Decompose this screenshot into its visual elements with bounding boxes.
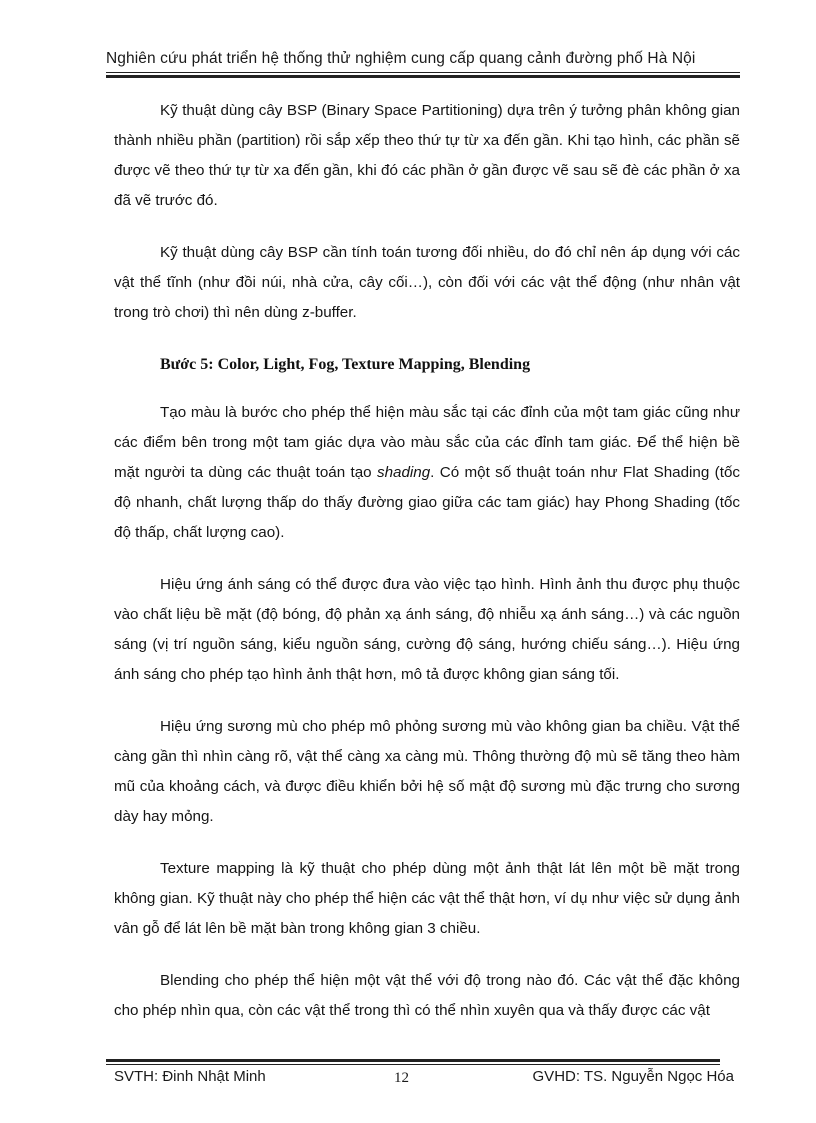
footer-rule-thick bbox=[106, 1059, 720, 1062]
paragraph-lighting: Hiệu ứng ánh sáng có thể được đưa vào việc tạo hình. Hình ảnh thu được phụ thuộc vào chất liệu bề mặt (độ bóng, độ phản xạ ánh sáng, độ nhiễu xạ ánh sáng…) và các nguồn sáng (vị trí nguồn sáng, kiểu nguồn sáng, cường độ sáng, hướng chiếu sáng…). Hiệu ứng ánh sáng cho phép tạo hình ảnh thật hơn, mô tả được không gian sáng tối. bbox=[114, 576, 740, 683]
footer-rule bbox=[106, 1059, 720, 1065]
paragraph-bsp-usage: Kỹ thuật dùng cây BSP cần tính toán tương đối nhiều, do đó chỉ nên áp dụng với các vật thể tĩnh (như đồi núi, nhà cửa, cây cối…), còn đối với các vật thể động (như nhân vật trong trò chơi) thì nên dùng z-buffer. bbox=[114, 244, 740, 321]
section-heading: Bước 5: Color, Light, Fog, Texture Mapping, Blending bbox=[160, 356, 531, 373]
header-rule bbox=[106, 72, 740, 78]
paragraph-bsp-intro: Kỹ thuật dùng cây BSP (Binary Space Partitioning) dựa trên ý tưởng phân không gian thành nhiều phần (partition) rồi sắp xếp theo thứ tự từ xa đến gần. Khi tạo hình, các phần sẽ được vẽ theo thứ tự từ xa đến gần, khi đó các phần ở gần được vẽ sau sẽ đè các phần ở xa đã vẽ trước đó. bbox=[114, 102, 740, 209]
paragraph-texture: Texture mapping là kỹ thuật cho phép dùng một ảnh thật lát lên một bề mặt trong không gian. Kỹ thuật này cho phép thể hiện các vật thể thật hơn, ví dụ như việc sử dụng ảnh vân gỗ để lát lên bề mặt bàn trong không gian 3 chiều. bbox=[114, 860, 740, 937]
header-rule-thick bbox=[106, 75, 740, 78]
footer-advisor: GVHD: TS. Nguyễn Ngọc Hóa bbox=[532, 1068, 734, 1085]
paragraph-fog: Hiệu ứng sương mù cho phép mô phỏng sương mù vào không gian ba chiều. Vật thể càng gần thì nhìn càng rõ, vật thể càng xa càng mù. Thông thường độ mù sẽ tăng theo hàm mũ của khoảng cách, và được điều khiển bởi hệ số mật độ sương mù đặc trưng cho sương dày hay mỏng. bbox=[114, 718, 740, 825]
page-header: Nghiên cứu phát triển hệ thống thử nghiệm cung cấp quang cảnh đường phố Hà Nội bbox=[106, 50, 696, 67]
shading-text-before: Tạo màu là bước cho phép thể hiện màu sắc tại các đỉnh của một tam giác cũng như các điểm bên trong một tam giác dựa vào màu sắc của các đỉnh tam giác. Để thể hiện bề mặt người ta dùng các thuật toán tạo bbox=[114, 404, 740, 481]
shading-emphasis: shading bbox=[376, 464, 431, 481]
page-number: 12 bbox=[394, 1070, 409, 1086]
footer-rule-thin bbox=[106, 1064, 720, 1065]
footer-student: SVTH: Đinh Nhật Minh bbox=[114, 1068, 266, 1085]
shading-text-after: . Có một số thuật toán như Flat Shading (tốc độ nhanh, chất lượng thấp do thấy đường giao giữa các tam giác) hay Phong Shading (tốc độ thấp, chất lượng cao). bbox=[114, 464, 740, 541]
header-rule-thin bbox=[106, 72, 740, 73]
page-footer bbox=[114, 1068, 734, 1090]
document-body bbox=[114, 96, 740, 1048]
paragraph-blending: Blending cho phép thể hiện một vật thể với độ trong nào đó. Các vật thể đặc không cho phép nhìn qua, còn các vật thể trong thì có thể nhìn xuyên qua và thấy được các vật bbox=[114, 972, 740, 1019]
paragraph-shading bbox=[114, 398, 740, 548]
